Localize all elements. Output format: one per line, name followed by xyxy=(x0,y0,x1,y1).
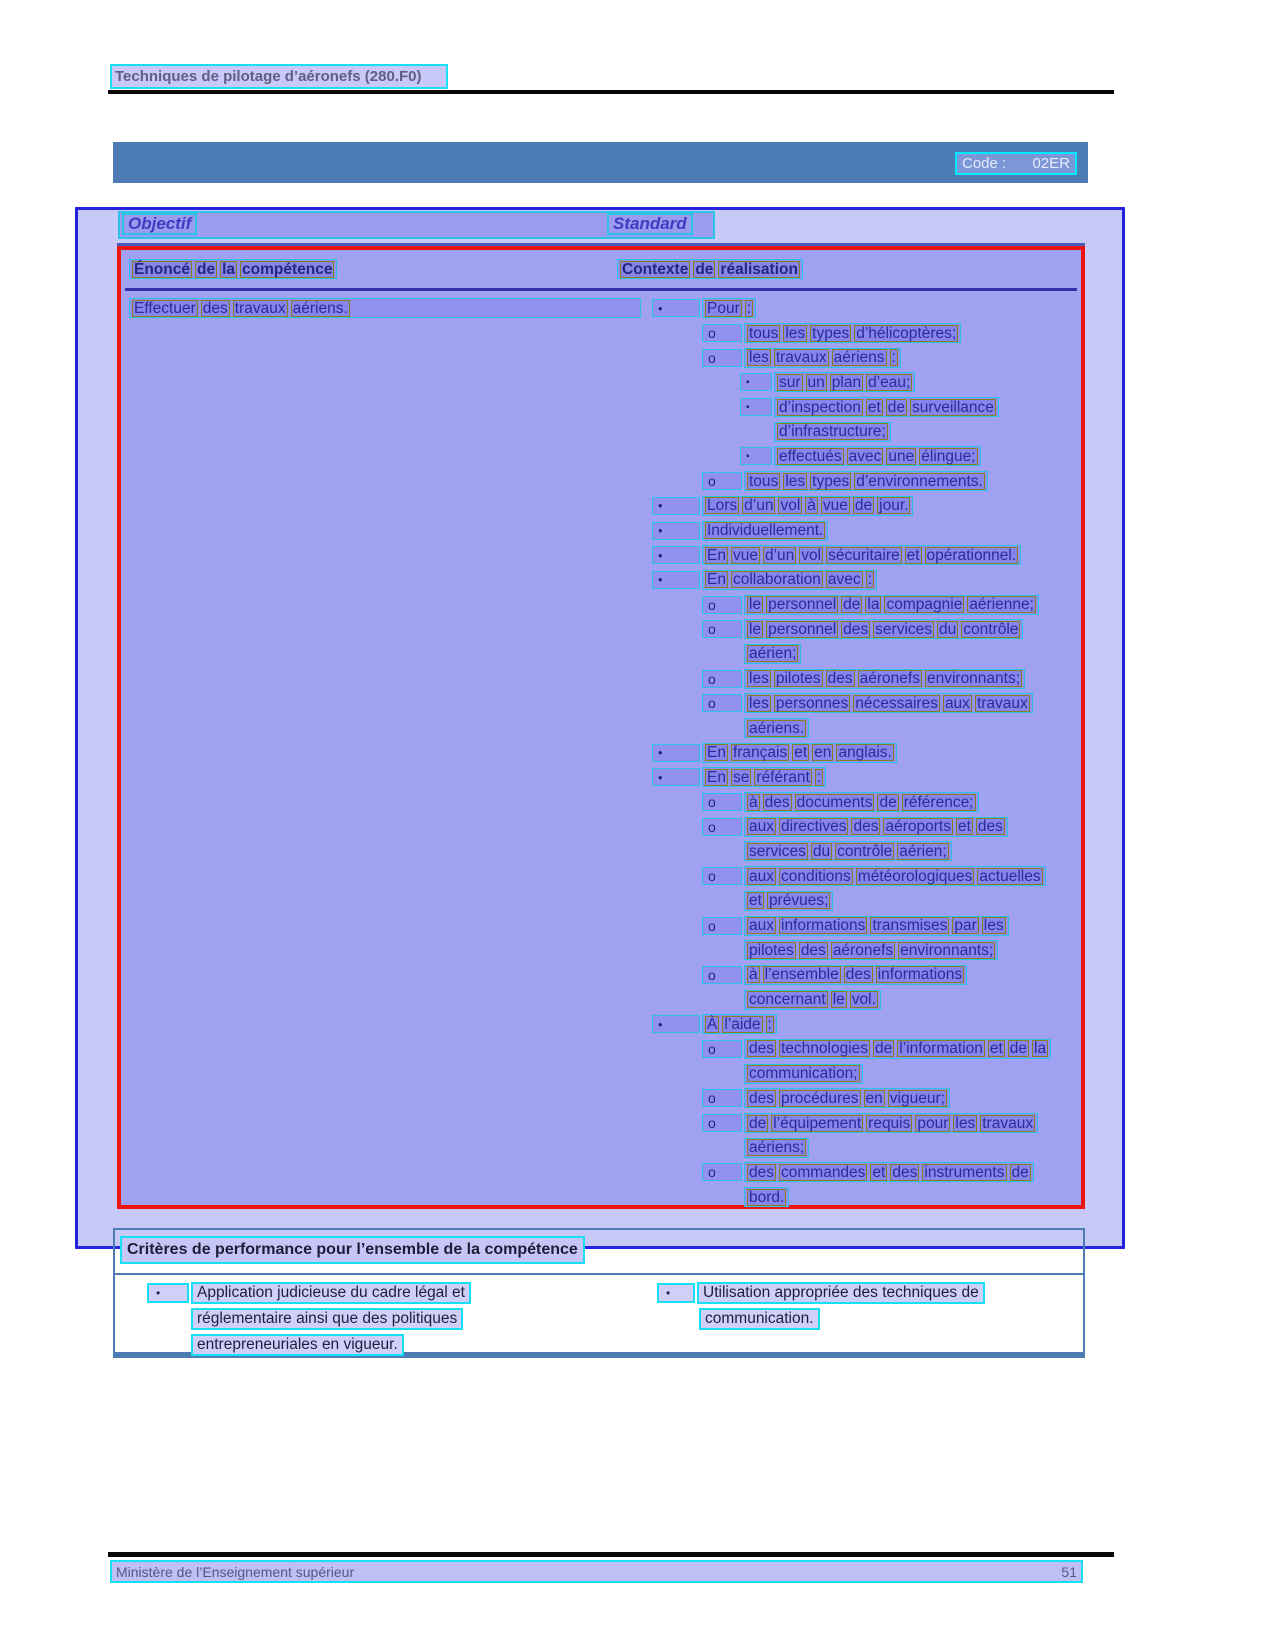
word-box: Lors xyxy=(707,497,738,515)
competence-cell xyxy=(127,298,643,318)
context-line-text xyxy=(744,644,801,664)
bullet-icon: o xyxy=(702,670,742,688)
bullet-icon: o xyxy=(702,1163,742,1181)
word-box: des xyxy=(764,793,790,811)
word-box: et xyxy=(957,818,971,836)
context-line-text xyxy=(744,841,952,861)
word-box: aéronefs xyxy=(832,941,894,959)
word-box: des xyxy=(800,941,826,959)
footer-rule xyxy=(108,1552,1114,1557)
bullet-icon: • xyxy=(652,522,700,540)
word-box: aux xyxy=(749,818,774,836)
word-box: le xyxy=(749,596,762,614)
context-line-text xyxy=(702,545,1021,565)
code-box xyxy=(955,152,1077,175)
word-box: aériens xyxy=(833,349,885,367)
context-line xyxy=(646,321,1077,346)
context-line xyxy=(646,568,1077,593)
context-line xyxy=(646,716,1077,741)
word-box: compétence xyxy=(242,260,333,278)
word-box: environnants; xyxy=(926,670,1021,688)
word-box: des xyxy=(892,1163,918,1181)
bullet-icon: o xyxy=(702,867,742,885)
bullet-icon: ▪ xyxy=(740,447,772,465)
context-line-text xyxy=(744,916,1009,936)
word-box: : xyxy=(767,1015,772,1033)
word-box: d’eau; xyxy=(868,373,911,391)
word-box: et xyxy=(872,1163,886,1181)
word-box: aéronefs xyxy=(859,670,920,688)
word-box: types xyxy=(812,324,850,342)
running-header-text: Techniques de pilotage d’aéronefs (280.F0) xyxy=(115,68,422,85)
context-line xyxy=(646,839,1077,864)
context-line-text xyxy=(702,521,828,541)
context-line-text xyxy=(744,323,961,343)
bullet-icon: o xyxy=(702,324,742,342)
footer xyxy=(110,1560,1083,1583)
context-line-text xyxy=(702,767,826,787)
code-bar xyxy=(113,142,1088,183)
bullet-icon: • xyxy=(147,1283,189,1303)
word-box: et xyxy=(906,546,920,564)
bullet-icon: • xyxy=(652,744,700,762)
criteria-line-text: Application judicieuse du cadre légal et xyxy=(191,1282,471,1304)
context-line xyxy=(646,518,1077,543)
context-line-text xyxy=(774,372,915,392)
word-box: aux xyxy=(944,694,970,712)
running-header xyxy=(110,64,448,89)
word-box: jour. xyxy=(879,497,909,515)
word-box: des xyxy=(749,1163,774,1181)
word-box: l’équipement xyxy=(773,1114,862,1132)
context-line xyxy=(646,592,1077,617)
context-line xyxy=(646,642,1077,667)
competence-table-inner xyxy=(121,250,1081,1205)
word-box: bord. xyxy=(749,1188,785,1206)
bullet-icon: • xyxy=(652,497,700,515)
context-line-text xyxy=(744,1138,809,1158)
word-box: des xyxy=(202,299,228,317)
word-box: des xyxy=(845,966,871,984)
bullet-icon: • xyxy=(652,546,700,564)
word-box: anglais. xyxy=(838,744,892,762)
word-box: des xyxy=(749,1089,774,1107)
word-box: du xyxy=(939,620,957,638)
bullet-icon: o xyxy=(702,917,742,935)
word-box: à xyxy=(749,793,758,811)
context-line-text xyxy=(774,422,891,442)
context-line xyxy=(646,296,1077,321)
context-line-text xyxy=(702,570,877,590)
word-box: nécessaires xyxy=(855,694,938,712)
criteria-line xyxy=(115,1306,471,1332)
word-box: vue xyxy=(732,546,758,564)
word-box: de xyxy=(1011,1163,1029,1181)
context-line-text xyxy=(744,669,1025,689)
context-line-text xyxy=(744,619,1023,639)
bullet-icon: o xyxy=(702,620,742,638)
word-box: avec xyxy=(827,571,861,589)
objectif-heading: Objectif xyxy=(122,213,197,235)
word-box: élingue; xyxy=(921,447,976,465)
word-box: d’infrastructure; xyxy=(779,423,886,441)
word-box: l’ensemble xyxy=(764,966,839,984)
context-line-text xyxy=(774,397,999,417)
context-line-text xyxy=(744,866,1046,886)
criteria-line xyxy=(622,1306,985,1332)
word-box: le xyxy=(749,620,762,638)
bullet-icon: o xyxy=(702,472,742,490)
word-box: aérien; xyxy=(899,842,947,860)
word-box: prévues; xyxy=(768,892,829,910)
word-box: la xyxy=(222,260,236,278)
word-box: et xyxy=(794,744,808,762)
word-box: tous xyxy=(749,324,779,342)
word-box: pour xyxy=(917,1114,949,1132)
context-line xyxy=(646,345,1077,370)
context-line-text xyxy=(744,817,1008,837)
word-box: un xyxy=(807,373,825,391)
bullet-icon: • xyxy=(652,571,700,589)
word-box: d’un xyxy=(764,546,795,564)
criteria-line-text: entrepreneuriales en vigueur. xyxy=(191,1334,404,1356)
context-line xyxy=(646,889,1077,914)
word-box: contrôle xyxy=(837,842,893,860)
word-box: personnel xyxy=(768,596,837,614)
context-line xyxy=(646,691,1077,716)
word-box: d’environnements. xyxy=(856,472,983,490)
word-box: à xyxy=(749,966,758,984)
word-box: Contexte xyxy=(622,260,689,278)
word-box: de xyxy=(843,596,861,614)
word-box: avec xyxy=(848,447,882,465)
word-box: en xyxy=(865,1089,883,1107)
context-line xyxy=(646,494,1077,519)
word-box: concernant xyxy=(749,991,826,1009)
word-box: En xyxy=(707,744,726,762)
competence-table xyxy=(117,246,1085,1209)
bullet-icon: o xyxy=(702,349,742,367)
word-box: réalisation xyxy=(720,260,798,278)
criteria-body xyxy=(115,1275,1083,1352)
context-line-text xyxy=(744,1113,1038,1133)
word-box: d’inspection xyxy=(779,398,861,416)
context-line-text xyxy=(702,496,913,516)
word-box: vol. xyxy=(851,991,876,1009)
word-box: actuelles xyxy=(979,867,1041,885)
word-box: Pour xyxy=(707,299,740,317)
word-box: des xyxy=(843,620,869,638)
word-box: à xyxy=(807,497,816,515)
word-box: les xyxy=(749,349,769,367)
word-box: sécuritaire xyxy=(828,546,900,564)
word-box: de xyxy=(695,260,714,278)
word-box: En xyxy=(707,768,726,786)
col-header-contexte xyxy=(617,259,803,279)
word-box: vol xyxy=(801,546,822,564)
word-box: aérien; xyxy=(749,645,797,663)
word-box: conditions xyxy=(781,867,851,885)
context-line xyxy=(646,395,1077,420)
word-box: À xyxy=(707,1015,718,1033)
bullet-icon: o xyxy=(702,966,742,984)
context-line-text xyxy=(744,1162,1034,1182)
word-box: météorologiques xyxy=(857,867,973,885)
footer-ministry: Ministère de l’Enseignement supérieur xyxy=(116,1563,355,1580)
word-box: pilotes xyxy=(775,670,821,688)
word-box: informations xyxy=(781,917,866,935)
word-box: en xyxy=(814,744,832,762)
word-box: des xyxy=(749,1040,774,1058)
context-line-text xyxy=(744,718,809,738)
word-box: : xyxy=(816,768,822,786)
bullet-icon: o xyxy=(702,793,742,811)
word-box: personnes xyxy=(775,694,849,712)
context-line-text xyxy=(744,990,881,1010)
word-box: vol xyxy=(780,497,801,515)
word-box: d’hélicoptères; xyxy=(856,324,957,342)
word-box: En xyxy=(707,571,726,589)
context-line xyxy=(646,987,1077,1012)
word-box: aéroports xyxy=(885,818,951,836)
word-box: plan xyxy=(831,373,862,391)
word-box: des xyxy=(827,670,853,688)
word-box: aériens. xyxy=(749,719,805,737)
context-line-text xyxy=(744,1064,863,1084)
criteria-heading-row xyxy=(115,1230,1083,1275)
context-line xyxy=(646,1135,1077,1160)
word-box: services xyxy=(875,620,933,638)
criteria-line-text: Utilisation appropriée des techniques de xyxy=(697,1282,985,1304)
criteria-line-text: réglementaire ainsi que des politiques xyxy=(191,1308,463,1330)
context-line-text xyxy=(744,891,833,911)
word-box: personnel xyxy=(768,620,837,638)
word-box: Effectuer xyxy=(134,299,196,317)
criteria-line-text: communication. xyxy=(699,1308,820,1330)
context-line xyxy=(646,1061,1077,1086)
word-box: de xyxy=(879,793,897,811)
context-line xyxy=(646,938,1077,963)
context-line xyxy=(646,814,1077,839)
context-line xyxy=(646,1185,1077,1210)
word-box: et xyxy=(867,398,881,416)
word-box: surveillance xyxy=(912,398,994,416)
context-line xyxy=(646,864,1077,889)
context-line xyxy=(646,1160,1077,1185)
context-line-text xyxy=(744,792,979,812)
bullet-icon: o xyxy=(702,1040,742,1058)
word-box: Énoncé xyxy=(134,260,190,278)
table-header-divider xyxy=(125,288,1077,291)
word-box: de xyxy=(875,1040,893,1058)
word-box: français xyxy=(732,744,788,762)
word-box: les xyxy=(983,917,1004,935)
word-box: travaux xyxy=(982,1114,1034,1132)
criteria-line xyxy=(115,1280,471,1306)
context-line-text xyxy=(702,743,897,763)
criteria-left-column xyxy=(115,1280,471,1358)
context-line xyxy=(646,963,1077,988)
word-box: de xyxy=(749,1114,767,1132)
context-line-text xyxy=(744,1039,1051,1059)
context-line xyxy=(646,1012,1077,1037)
word-box: Individuellement. xyxy=(707,522,824,540)
bullet-icon: • xyxy=(652,299,700,317)
word-box: une xyxy=(888,447,915,465)
context-line-text xyxy=(702,1014,777,1034)
word-box: référant xyxy=(756,768,810,786)
bullet-icon: • xyxy=(652,768,700,786)
word-box: procédures xyxy=(781,1089,859,1107)
word-box: communication; xyxy=(749,1065,858,1083)
word-box: les xyxy=(955,1114,976,1132)
word-box: travaux xyxy=(775,349,827,367)
word-box: la xyxy=(867,596,880,614)
word-box: : xyxy=(867,571,872,589)
bullet-icon: o xyxy=(702,596,742,614)
context-line xyxy=(646,543,1077,568)
context-line xyxy=(646,1111,1077,1136)
word-box: d’un xyxy=(744,497,774,515)
word-box: les xyxy=(749,670,769,688)
context-line xyxy=(646,666,1077,691)
word-box: documents xyxy=(796,793,873,811)
criteria-section xyxy=(113,1228,1085,1358)
context-line xyxy=(646,740,1077,765)
word-box: la xyxy=(1034,1040,1047,1058)
context-line-text xyxy=(744,348,901,368)
context-line-text xyxy=(744,595,1039,615)
word-box: directives xyxy=(781,818,847,836)
context-line-text xyxy=(744,965,967,985)
word-box: des xyxy=(977,818,1003,836)
footer-page-number: 51 xyxy=(1061,1563,1077,1580)
context-line xyxy=(646,419,1077,444)
competence-text xyxy=(129,298,641,318)
bullet-icon: ▪ xyxy=(740,398,772,416)
word-box: compagnie xyxy=(886,596,963,614)
header-rule xyxy=(108,90,1114,94)
context-lines xyxy=(646,296,1077,1209)
word-box: : xyxy=(746,299,752,317)
word-box: tous xyxy=(749,472,779,490)
word-box: services xyxy=(749,842,806,860)
code-value: 02ER xyxy=(1032,155,1070,172)
word-box: vigueur; xyxy=(889,1089,945,1107)
word-box: référence; xyxy=(903,793,974,811)
bullet-icon: • xyxy=(657,1283,695,1303)
bullet-icon: o xyxy=(702,1114,742,1132)
word-box: aux xyxy=(749,917,774,935)
objectif-standard-heading xyxy=(118,211,715,239)
context-line xyxy=(646,469,1077,494)
context-line xyxy=(646,617,1077,642)
word-box: effectués xyxy=(779,447,842,465)
word-box: technologies xyxy=(781,1040,869,1058)
context-line xyxy=(646,790,1077,815)
context-line-text xyxy=(744,1088,950,1108)
bullet-icon: o xyxy=(702,818,742,836)
word-box: travaux xyxy=(976,694,1028,712)
context-line xyxy=(646,1086,1077,1111)
standard-heading: Standard xyxy=(607,213,693,235)
bullet-icon: o xyxy=(702,694,742,712)
word-box: des xyxy=(853,818,879,836)
word-box: : xyxy=(891,349,896,367)
word-box: et xyxy=(989,1040,1003,1058)
criteria-right-column xyxy=(622,1280,985,1332)
word-box: collaboration xyxy=(732,571,821,589)
bullet-icon: ▪ xyxy=(740,373,772,391)
word-box: aériens; xyxy=(749,1139,805,1157)
word-box: types xyxy=(812,472,850,490)
context-line-text xyxy=(744,1187,789,1207)
context-line-text xyxy=(702,298,756,318)
context-line xyxy=(646,765,1077,790)
context-line xyxy=(646,444,1077,469)
context-line-text xyxy=(774,446,981,466)
context-line-text xyxy=(744,940,998,960)
criteria-heading: Critères de performance pour l’ensemble de la compétence xyxy=(120,1236,585,1264)
bullet-icon: • xyxy=(652,1015,700,1033)
context-line xyxy=(646,913,1077,938)
word-box: instruments xyxy=(924,1163,1005,1181)
word-box: l’aide xyxy=(724,1015,761,1033)
context-line-text xyxy=(744,693,1033,713)
word-box: les xyxy=(785,324,806,342)
word-box: les xyxy=(749,694,769,712)
code-label: Code : xyxy=(962,155,1007,172)
word-box: En xyxy=(707,546,726,564)
col-header-enonce xyxy=(129,259,337,279)
word-box: de xyxy=(887,398,906,416)
word-box: commandes xyxy=(781,1163,866,1181)
word-box: opérationnel. xyxy=(926,546,1017,564)
context-line xyxy=(646,1037,1077,1062)
word-box: et xyxy=(749,892,762,910)
word-box: les xyxy=(785,472,806,490)
bullet-icon: o xyxy=(702,1089,742,1107)
word-box: sur xyxy=(779,373,801,391)
word-box: pilotes xyxy=(749,941,794,959)
context-line-text xyxy=(744,471,988,491)
word-box: aux xyxy=(749,867,774,885)
word-box: travaux xyxy=(234,299,286,317)
context-line xyxy=(646,370,1077,395)
word-box: informations xyxy=(877,966,963,984)
word-box: du xyxy=(812,842,831,860)
table-header-row xyxy=(125,259,1077,286)
word-box: de xyxy=(854,497,873,515)
word-box: aérienne; xyxy=(969,596,1034,614)
word-box: vue xyxy=(822,497,848,515)
word-box: contrôle xyxy=(963,620,1019,638)
word-box: aériens. xyxy=(292,299,348,317)
word-box: l’information xyxy=(899,1040,983,1058)
word-box: de xyxy=(196,260,216,278)
word-box: se xyxy=(732,768,750,786)
word-box: le xyxy=(832,991,845,1009)
word-box: requis xyxy=(868,1114,911,1132)
criteria-line xyxy=(622,1280,985,1306)
word-box: transmises xyxy=(872,917,948,935)
word-box: environnants; xyxy=(900,941,994,959)
criteria-line xyxy=(115,1332,471,1358)
word-box: par xyxy=(954,917,977,935)
word-box: de xyxy=(1009,1040,1028,1058)
